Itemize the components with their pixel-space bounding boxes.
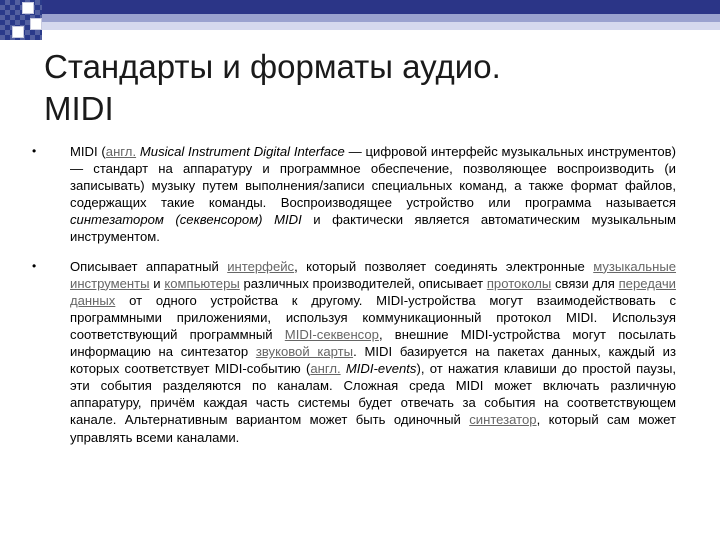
link-english[interactable]: англ.: [105, 144, 137, 159]
text: ), от нажатия клавиши до простой паузы, эти события разделяются по каналам. Сложная среда MIDI может включать различную аппаратуру, причём каждая часть системы будет отвечать за события на соответствующем канале. Альтернативным вариантом может быть одиночный: [70, 361, 676, 428]
text: и: [149, 275, 165, 291]
text: , который позволяет соединять электронные: [294, 258, 594, 274]
text: , который сам может управлять всеми каналами.: [70, 412, 676, 445]
text: связи для: [551, 275, 619, 291]
header-bar-mid: [42, 14, 720, 22]
italic-term: MIDI-events: [345, 361, 417, 377]
decor-square: [12, 26, 24, 38]
link-sound-card[interactable]: звуковой карты: [255, 344, 354, 360]
slide-title-line2: MIDI: [44, 90, 114, 127]
bullet-item-midi-definition: [32, 143, 676, 246]
slide-title: [44, 46, 684, 130]
bullet-dot: •: [32, 258, 37, 273]
header-decoration: [0, 0, 720, 40]
text: различных производителей, описывает: [239, 275, 487, 291]
text: Описывает аппаратный: [70, 258, 228, 274]
italic-term: синтезатором (секвенсором) MIDI: [70, 212, 302, 228]
italic-term: Musical Instrument Digital Interface: [139, 144, 345, 159]
link-english[interactable]: англ.: [310, 361, 341, 377]
header-bar-light: [42, 22, 720, 30]
link-synthesizer[interactable]: синтезатор: [469, 412, 537, 428]
link-protocols[interactable]: протоколы: [486, 275, 552, 291]
decor-square: [22, 2, 34, 14]
text: . MIDI базируется на пакетах данных, каждый из которых соответствует MIDI-событию (: [70, 344, 676, 377]
slide-body: [32, 143, 676, 458]
text: от одного устройства к другому. MIDI-устройства могут взаимодействовать с программными приложениями, используя коммуникационный протокол MIDI. Используя соответствующий программный: [70, 292, 676, 342]
link-midi-sequencer[interactable]: MIDI-секвенсор: [284, 326, 379, 342]
text: , внешние MIDI-устройства могут посылать информацию на синтезатор: [70, 326, 676, 360]
link-interface[interactable]: интерфейс: [227, 258, 295, 274]
text: и фактически является автоматическим музыкальным инструментом.: [70, 212, 676, 245]
bullet-dot: •: [32, 144, 37, 158]
text: MIDI (: [70, 144, 106, 159]
header-bar-dark: [42, 0, 720, 14]
decor-square: [30, 18, 42, 30]
text: — цифровой интерфейс музыкальных инструментов) — стандарт на аппаратуру и программное обеспечение, позволяющее воспроизводить (и записывать) музыку путем выполнения/записи специальных команд, а также формат файлов, содержащих такие команды. Воспроизводящее устройство или программа называется: [70, 144, 676, 211]
bullet-item-midi-description: [32, 258, 676, 446]
link-computers[interactable]: компьютеры: [164, 275, 240, 291]
link-data-transfer[interactable]: передачи данных: [70, 275, 676, 308]
link-musical-instruments[interactable]: музыкальные инструменты: [70, 258, 677, 291]
slide-title-line1: Стандарты и форматы аудио.: [44, 48, 501, 85]
